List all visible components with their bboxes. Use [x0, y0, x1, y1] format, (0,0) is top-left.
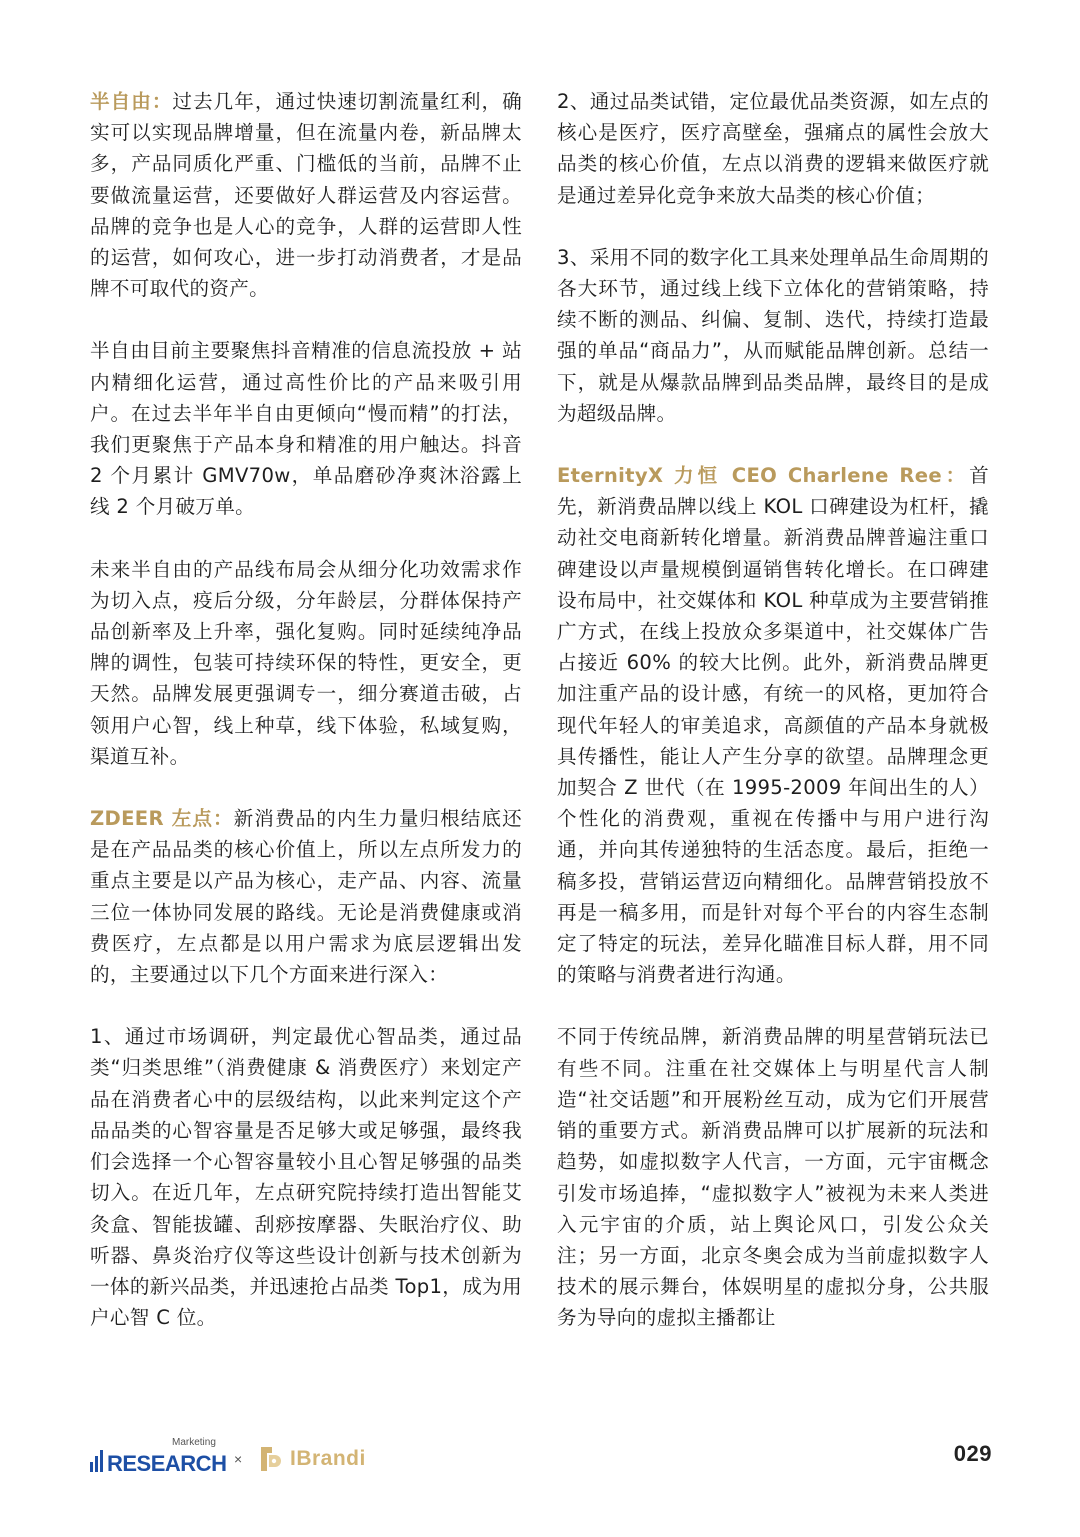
paragraph-banziyou-future: 未来半自由的产品线布局会从细分化功效需求作为切入点，疫后分级，分年龄层，分群体保持产品创新率及上升率，强化复购。同时延续纯净品牌的调性，包装可持续环保的特性，更安全，更天然。品牌发展更强调专一，细分赛道击破，占领用户心智，线上种草，线下体验，私域复购，渠道互补。 — [90, 557, 522, 768]
ibrandi-logo — [258, 1443, 366, 1475]
paragraph-zdeer-point-2: 2、通过品类试错，定位最优品类资源，如左点的核心是医疗，医疗高壁垒，强痛点的属性会放大品类的核心价值，左点以消费的逻辑来做医疗就是通过差异化竞争来放大品类的核心价值； — [557, 90, 989, 207]
left-column — [90, 86, 522, 1364]
marketing-logo-text: Marketing — [172, 1437, 216, 1448]
paragraph-celebrity-marketing: 不同于传统品牌，新消费品牌的明星营销玩法已有些不同。注重在社交媒体上与明星代言人制造“社交话题”和开展粉丝互动，成为它们开展营销的重要方式。新消费品牌可以扩展新的玩法和趋势，如虚拟数字人代言，一方面，元宇宙概念引发市场追捧，“虚拟数字人”被视为未来人类进入元宇宙的介质，站上舆论风口，引发公众关注；另一方面，北京冬奥会成为当前虚拟数字人技术的展示舞台，体娱明星的虚拟分身，公共服务为导向的虚拟主播都让 — [557, 1025, 989, 1330]
bar-chart-icon — [90, 1450, 105, 1472]
paragraph-eternityx — [557, 460, 989, 990]
research-logo — [90, 1437, 227, 1476]
right-column — [557, 86, 989, 1365]
paragraph-zdeer-intro — [90, 803, 522, 990]
paragraph-text: 新消费品的内生力量归根结底还是在产品品类的核心价值上，所以左点所发力的重点主要是以产品为核心，走产品、内容、流量三位一体协同发展的路线。无论是消费健康或消费医疗，左点都是以用户需求为底层逻辑出发的，主要通过以下几个方面来进行深入： — [90, 807, 522, 987]
paragraph-zdeer-point-3: 3、采用不同的数字化工具来处理单品生命周期的各大环节，通过线上线下立体化的营销策略，持续不断的测品、纠偏、复制、迭代，持续打造最强的单品“商品力”，从而赋能品牌创新。总结一下，就是从爆款品牌到品类品牌，最终目的是成为超级品牌。 — [557, 245, 989, 425]
page-footer — [90, 1437, 990, 1481]
research-logo-text: RESEARCH — [107, 1451, 227, 1476]
page-number: 029 — [953, 1441, 992, 1466]
paragraph-zdeer-point-1: 1、通过市场调研，判定最优心智品类，通过品类“归类思维”（消费健康 & 消费医疗）来划定产品在消费者心中的层级结构，以此来判定这个产品品类的心智容量是否足够大或足够强，最终我们会选择一个心智容量较小且心智足够强的品类切入。在近几年，左点研究院持续打造出智能艾灸盒、智能拔罐、刮痧按摩器、失眠治疗仪、助听器、鼻炎治疗仪等这些设计创新与技术创新为一体的新兴品类，并迅速抢占品类 Top1，成为用户心智 C 位。 — [90, 1025, 522, 1330]
logo-separator: × — [234, 1451, 243, 1467]
speaker-label: ZDEER 左点： — [90, 807, 234, 831]
paragraph-text: 首先，新消费品牌以线上 KOL 口碑建设为杠杆，撬动社交电商新转化增量。新消费品牌普遍注重口碑建设以声量规模倒逼销售转化增长。在口碑建设布局中，社交媒体和 KOL 种草成为主要营销推广方式，在线上投放众多渠道中，社交媒体广告占接近 60% 的较大比例。此外，新消费品牌更加注重产品的设计感，有统一的风格，更加符合现代年轻人的审美追求，高颜值的产品本身就极具传播性，能让人产生分享的欲望。品牌理念更加契合 Z 世代（在 1995-2009 年间出生的人）个性化的消费观，重视在传播中与用户进行沟通，并向其传递独特的生活态度。最后，拒绝一稿多投，营销运营迈向精细化。品牌营销投放不再是一稿多用，而是针对每个平台的内容生态制定了特定的玩法，差异化瞄准目标人群，用不同的策略与消费者进行沟通。 — [557, 464, 989, 987]
paragraph-banziyou-intro — [90, 86, 522, 304]
speaker-label: EternityX 力恒 CEO Charlene Ree： — [557, 464, 970, 488]
ibrandi-mark-icon — [258, 1445, 282, 1473]
paragraph-banziyou-douyin: 半自由目前主要聚焦抖音精准的信息流投放 + 站内精细化运营，通过高性价比的产品来吸引用户。在过去半年半自由更倾向“慢而精”的打法，我们更聚焦于产品本身和精准的用户触达。抖音 2 个月累计 GMV70w，单品磨砂净爽沐浴露上线 2 个月破万单。 — [90, 339, 522, 519]
ibrandi-logo-text: IBrandi — [290, 1447, 366, 1470]
speaker-label: 半自由： — [90, 90, 173, 113]
paragraph-text: 过去几年，通过快速切割流量红利，确实可以实现品牌增量，但在流量内卷，新品牌太多，产品同质化严重、门槛低的当前，品牌不止要做流量运营，还要做好人群运营及内容运营。品牌的竞争也是人心的竞争，人群的运营即人性的运营，如何攻心，进一步打动消费者，才是品牌不可取代的资产。 — [90, 90, 522, 301]
